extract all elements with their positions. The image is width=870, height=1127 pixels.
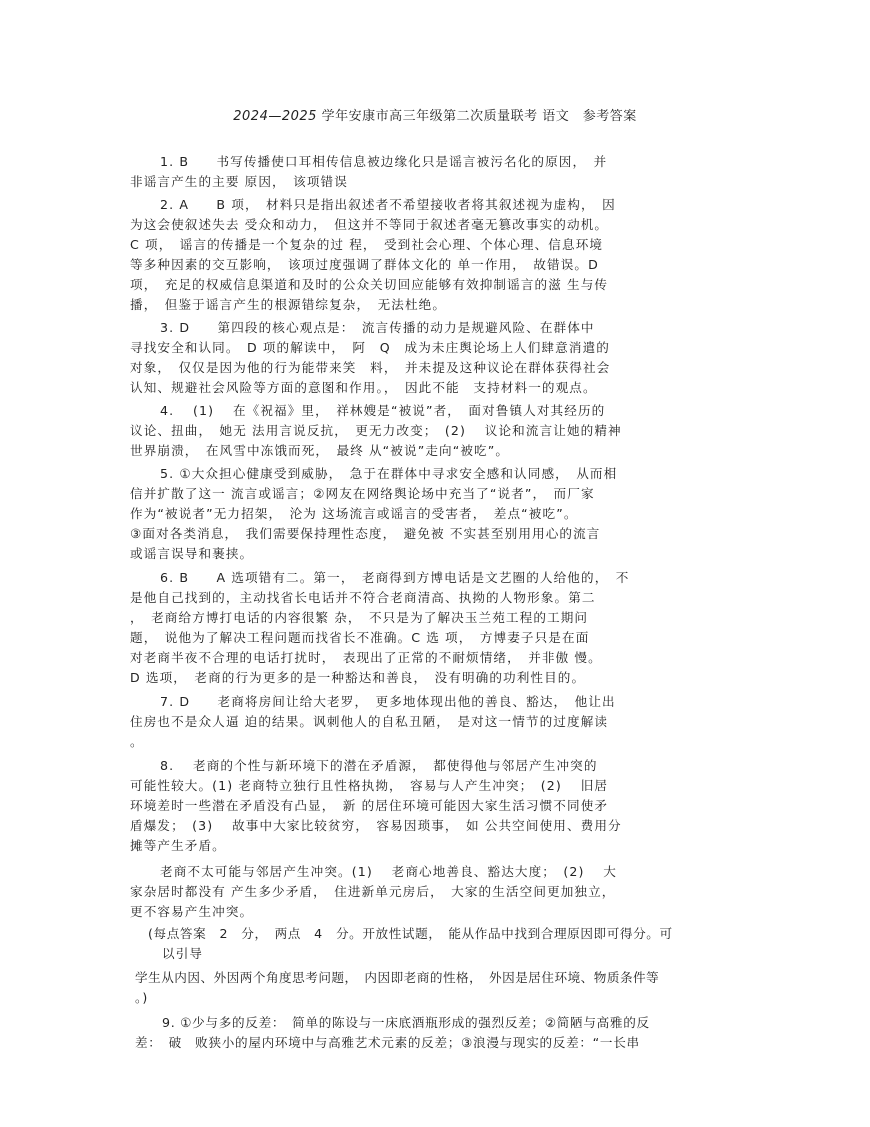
text-line: 是他自己找到的，主动找省长电话并不符合老商清高、执拗的人物形象。第二 <box>130 590 596 605</box>
text-line: 对老商半夜不合理的电话打扰时， 表现出了正常的不耐烦情绪， 并非傲 慢。 <box>130 650 602 665</box>
text-line: 播， 但鉴于谣言产生的根源错综复杂， 无法杜绝。 <box>130 297 447 312</box>
text-line: ③面对各类消息， 我们需要保持理性态度， 避免被 不实甚至别用用心的流言 <box>130 526 601 541</box>
text-line: 。) <box>135 990 149 1005</box>
text-line: 7. D 老商将房间让给大老罗， 更多地体现出他的善良、豁达， 他让出 <box>160 694 616 709</box>
text-line: D 选项， 老商的行为更多的是一种豁达和善良， 没有明确的功利性目的。 <box>130 670 586 685</box>
text-line: 家杂居时都没有 产生多少矛盾， 住进新单元房后， 大家的生活空间更加独立， <box>130 884 616 899</box>
text-line: 3. D 第四段的核心观点是： 流言传播的动力是规避风险、在群体中 <box>160 320 595 335</box>
text-line: 学生从内因、外因两个角度思考问题， 内因即老商的性格， 外因是居住环境、物质条件等 <box>135 970 660 985</box>
text-line: 作为“被说者”无力招架， 沦为 这场流言或谣言的受害者， 差点“被吃”。 <box>130 506 578 521</box>
title-year: 2024—2025 <box>233 109 317 124</box>
text-line: 可能性较大。(1) 老商特立独行且性格执拗， 容易与人产生冲突； (2) 旧居 <box>130 778 609 793</box>
text-line: 世界崩溃， 在风雪中冻饿而死， 最终 从“被说”走向“被吃”。 <box>130 443 510 458</box>
text-line: 等多种因素的交互影响， 该项过度强调了群体文化的 单一作用， 故错误。D <box>130 257 599 272</box>
text-line: 对象， 仅仅是因为他的行为能带来笑 料， 并未提及这种议论在群体获得社会 <box>130 360 611 375</box>
text-line: 信并扩散了这一 流言或谣言；②网友在网络舆论场中充当了“说者”， 而厂家 <box>130 486 595 501</box>
text-line: 议论、扭曲， 她无 法用言说反抗， 更无力改变； (2) 议论和流言让她的精神 <box>130 423 622 438</box>
text-line: 2. A B 项， 材料只是指出叙述者不希望接收者将其叙述视为虚构， 因 <box>160 197 616 212</box>
title-text: 学年安康市高三年级第二次质量联考 语文 参考答案 <box>321 109 637 124</box>
text-line: 寻找安全和认同。 D 项的解读中， 阿 Q 成为未庄舆论场上人们肆意消遣的 <box>130 340 610 355</box>
text-line: ， 老商给方博打电话的内容很繁 杂， 不只是为了解决玉兰苑工程的工期问 <box>130 610 589 625</box>
text-line: 4. (1) 在《祝福》里， 祥林嫂是“被说”者， 面对鲁镇人对其经历的 <box>160 403 606 418</box>
text-line: 5. ①大众担心健康受到威胁， 急于在群体中寻求安全感和认同感， 从而相 <box>160 466 618 481</box>
text-line: 6. B A 选项错有二。第一， 老商得到方博电话是文艺圈的人给他的， 不 <box>160 570 630 585</box>
text-line: 老商不太可能与邻居产生冲突。(1) 老商心地善良、豁达大度； (2) 大 <box>160 864 617 879</box>
text-line: 住房也不是众人逼 迫的结果。讽刺他人的自私丑陋， 是对这一情节的过度解读 <box>130 714 609 729</box>
text-line: 1. B 书写传播使口耳相传信息被边缘化只是谣言被污名化的原因， 并 <box>160 154 608 169</box>
text-line: 。 <box>130 734 144 749</box>
page-title <box>0 105 870 124</box>
text-line: C 项， 谣言的传播是一个复杂的过 程， 受到社会心理、个体心理、信息环境 <box>130 237 604 252</box>
text-line: 非谣言产生的主要 原因， 该项错误 <box>130 174 348 189</box>
text-line: 认知、规避社会风险等方面的意图和作用。， 因此不能 支持材料一的观点。 <box>130 380 597 395</box>
text-line: 环境差时一些潜在矛盾没有凸显， 新 的居住环境可能因大家生活习惯不同使矛 <box>130 798 609 813</box>
text-line: 摊等产生矛盾。 <box>130 838 226 853</box>
text-line: 9. ①少与多的反差： 简单的陈设与一床底酒瓶形成的强烈反差；②简陋与高雅的反 <box>162 1015 650 1030</box>
text-line: 盾爆发； (3) 故事中大家比较贫穷， 容易因琐事， 如 公共空间使用、费用分 <box>130 818 622 833</box>
text-line: 项， 充足的权威信息渠道和及时的公众关切回应能够有效抑制谣言的滋 生与传 <box>130 277 609 292</box>
text-line: 以引导 <box>162 946 204 961</box>
text-line: 题， 说他为了解决工程问题而找省长不准确。C 选 项， 方博妻子只是在面 <box>130 630 590 645</box>
text-line: 差： 破 败狭小的屋内环境中与高雅艺术元素的反差；③浪漫与现实的反差：“一长串 <box>135 1035 640 1050</box>
text-line: 更不容易产生冲突。 <box>130 904 254 919</box>
text-line: 为这会使叙述失去 受众和动力， 但这并不等同于叙述者毫无篡改事实的动机。 <box>130 217 609 232</box>
text-line: (每点答案 2 分， 两点 4 分。开放性试题， 能从作品中找到合理原因即可得分。可 <box>148 926 673 941</box>
text-line: 或谣言误导和裹挟。 <box>130 546 254 561</box>
text-line: 8. 老商的个性与新环境下的潜在矛盾源， 都使得他与邻居产生冲突的 <box>160 758 598 773</box>
